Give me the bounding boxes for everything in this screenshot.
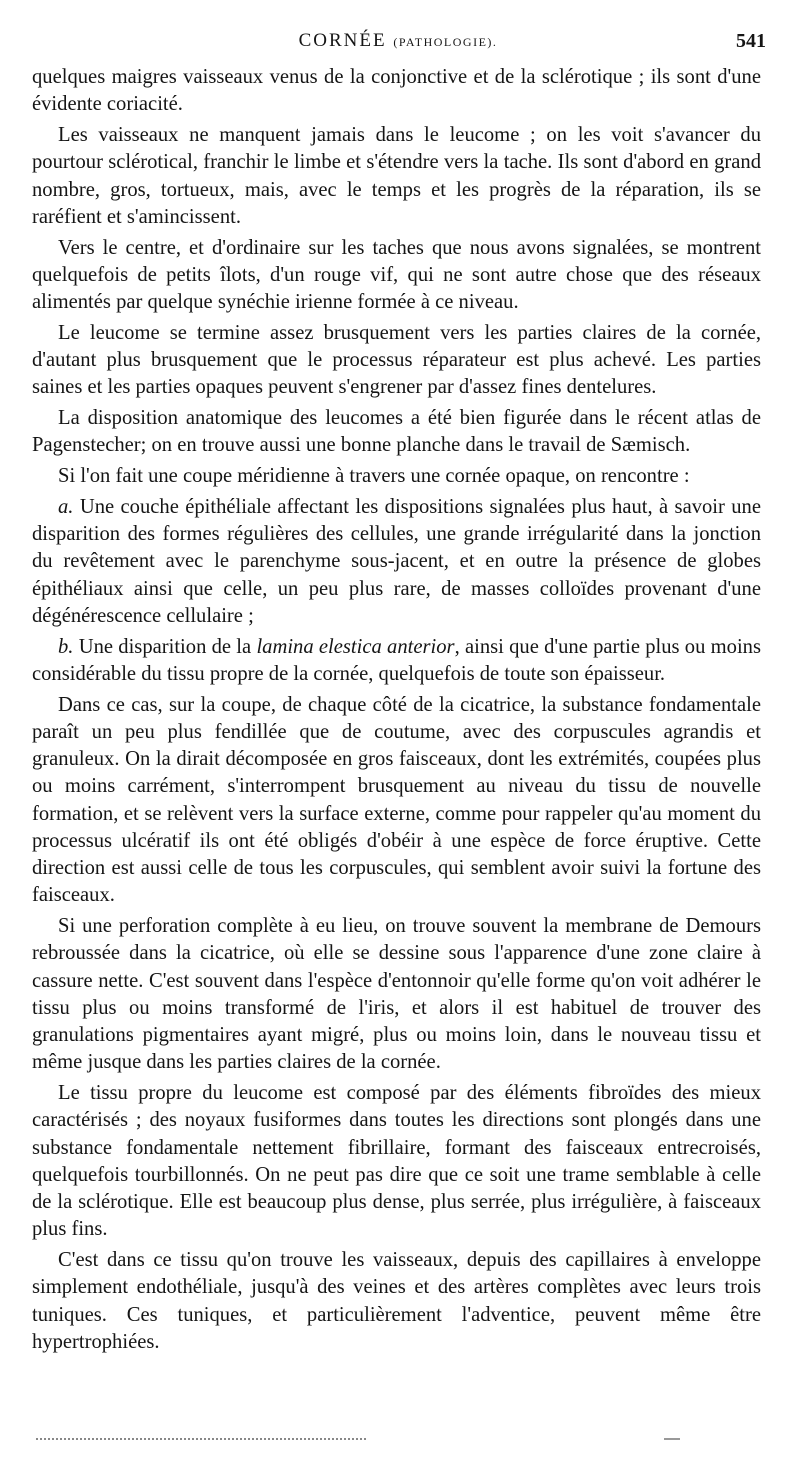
bottom-print-mark-right <box>664 1438 680 1440</box>
paragraph-3: Vers le centre, et d'ordinaire sur les taches que nous avons signalées, se montrent quelquefois de petits îlots, d'un rouge vif, qui ne sont autre chose que des réseaux alimentés par quelque synéchie irienne formée à ce niveau. <box>32 236 761 313</box>
item-b-italic-term: lamina elestica anterior <box>256 635 455 658</box>
paragraph-6: Si l'on fait une coupe méridienne à travers une cornée opaque, on rencontre : <box>58 465 690 487</box>
item-a-text: Une couche épithéliale affectant les dispositions signalées plus haut, à savoir une disparition des formes régulières des cellules, une grande irrégularité dans la jonction du revêtement avec le parenchyme sous-jacent, et en outre la présence de globes épithéliaux ainsi que celle, un peu plus rare, de masses colloïdes provenant d'une dégénérescence cellulaire ; <box>32 495 761 627</box>
paragraph-8-item-b <box>32 634 761 689</box>
running-title <box>30 30 766 52</box>
item-b-text-start: Une disparition de la <box>78 635 252 658</box>
paragraph-10: Si une perforation complète à eu lieu, on trouve souvent la membrane de Demours rebroussée dans la cicatrice, où elle se dessine sous l'apparence d'une zone claire à cassure nette. C'est souvent dans l'espèce d'entonnoir qu'elle forme qu'on voit adhérer le tissu plus ou moins transformé de l'iris, et alors il est habituel de trouver des granulations pigmentaires ayant migré, plus ou moins loin, dans le nouveau tissu et même jusque dans les parties claires de la cornée. <box>32 915 761 1074</box>
page-header <box>30 30 766 60</box>
item-a-label: a. <box>58 495 74 518</box>
item-b-label: b. <box>58 635 74 658</box>
paragraph-11: Le tissu propre du leucome est composé par des éléments fibroïdes des mieux caractérisés ; des noyaux fusiformes dans toutes les directions sont plongés dans une substance fondamentale nettement fibrillaire, formant des faisceaux entrecroisés, quelquefois tourbillonnés. On ne peut pas dire que ce soit une trame semblable à celle de la sclérotique. Elle est beaucoup plus dense, plus serrée, plus irrégulière, à faisceaux plus fins. <box>32 1082 761 1241</box>
paragraph-4: Le leucome se termine assez brusquement vers les parties claires de la cornée, d'autant plus brusquement que le processus réparateur est plus achevé. Les parties saines et les parties opaques peuvent s'engrener par d'assez fines dentelures. <box>32 321 761 399</box>
page-number: 541 <box>736 30 766 52</box>
paragraph-7-item-a <box>32 494 761 630</box>
bottom-print-mark <box>36 1438 366 1440</box>
paragraph-2: Les vaisseaux ne manquent jamais dans le leucome ; on les voit s'avancer du pourtour sclérotical, franchir le limbe et s'étendre vers la tache. Ils sont d'abord en grand nombre, gros, tortueux, mais, avec le temps et les progrès de la réparation, ils se raréfient et s'amincissent. <box>32 124 761 228</box>
item-b-text-end: , ainsi que d'une partie plus ou moins considérable du tissu propre de la cornée, quelquefois de toute son épaisseur. <box>32 635 761 685</box>
paragraph-9: Dans ce cas, sur la coupe, de chaque côté de la cicatrice, la substance fondamentale paraît un peu plus fendillée que de coutume, avec des corpuscules agrandis et granuleux. On la dirait décomposée en gros faisceaux, dont les extrémités, coupées plus ou moins carrément, s'interrompent brusquement au niveau du tissu de nouvelle formation, et se relèvent vers la surface externe, comme pour rappeler qu'au moment du processus ulcératif ils ont été obligés d'obéir à une espèce de force éruptive. Cette direction est aussi celle de tous les corpuscules, qui semblent avoir suivi la fortune des faisceaux. <box>32 693 761 907</box>
body-text <box>32 64 761 1360</box>
running-title-subtitle: (PATHOLOGIE). <box>393 35 498 49</box>
paragraph-5: La disposition anatomique des leucomes a été bien figurée dans le récent atlas de Pagenstecher; on en trouve aussi une bonne planche dans le travail de Sæmisch. <box>32 407 761 457</box>
running-title-main: CORNÉE <box>298 30 387 51</box>
paragraph-12: C'est dans ce tissu qu'on trouve les vaisseaux, depuis des capillaires à enveloppe simplement endothéliale, jusqu'à des veines et des artères complètes avec leurs trois tuniques. Ces tuniques, et particulièrement l'adventice, peuvent même être hypertrophiées. <box>32 1249 761 1353</box>
paragraph-1: quelques maigres vaisseaux venus de la conjonctive et de la sclérotique ; ils sont d'une évidente coriacité. <box>32 66 761 116</box>
